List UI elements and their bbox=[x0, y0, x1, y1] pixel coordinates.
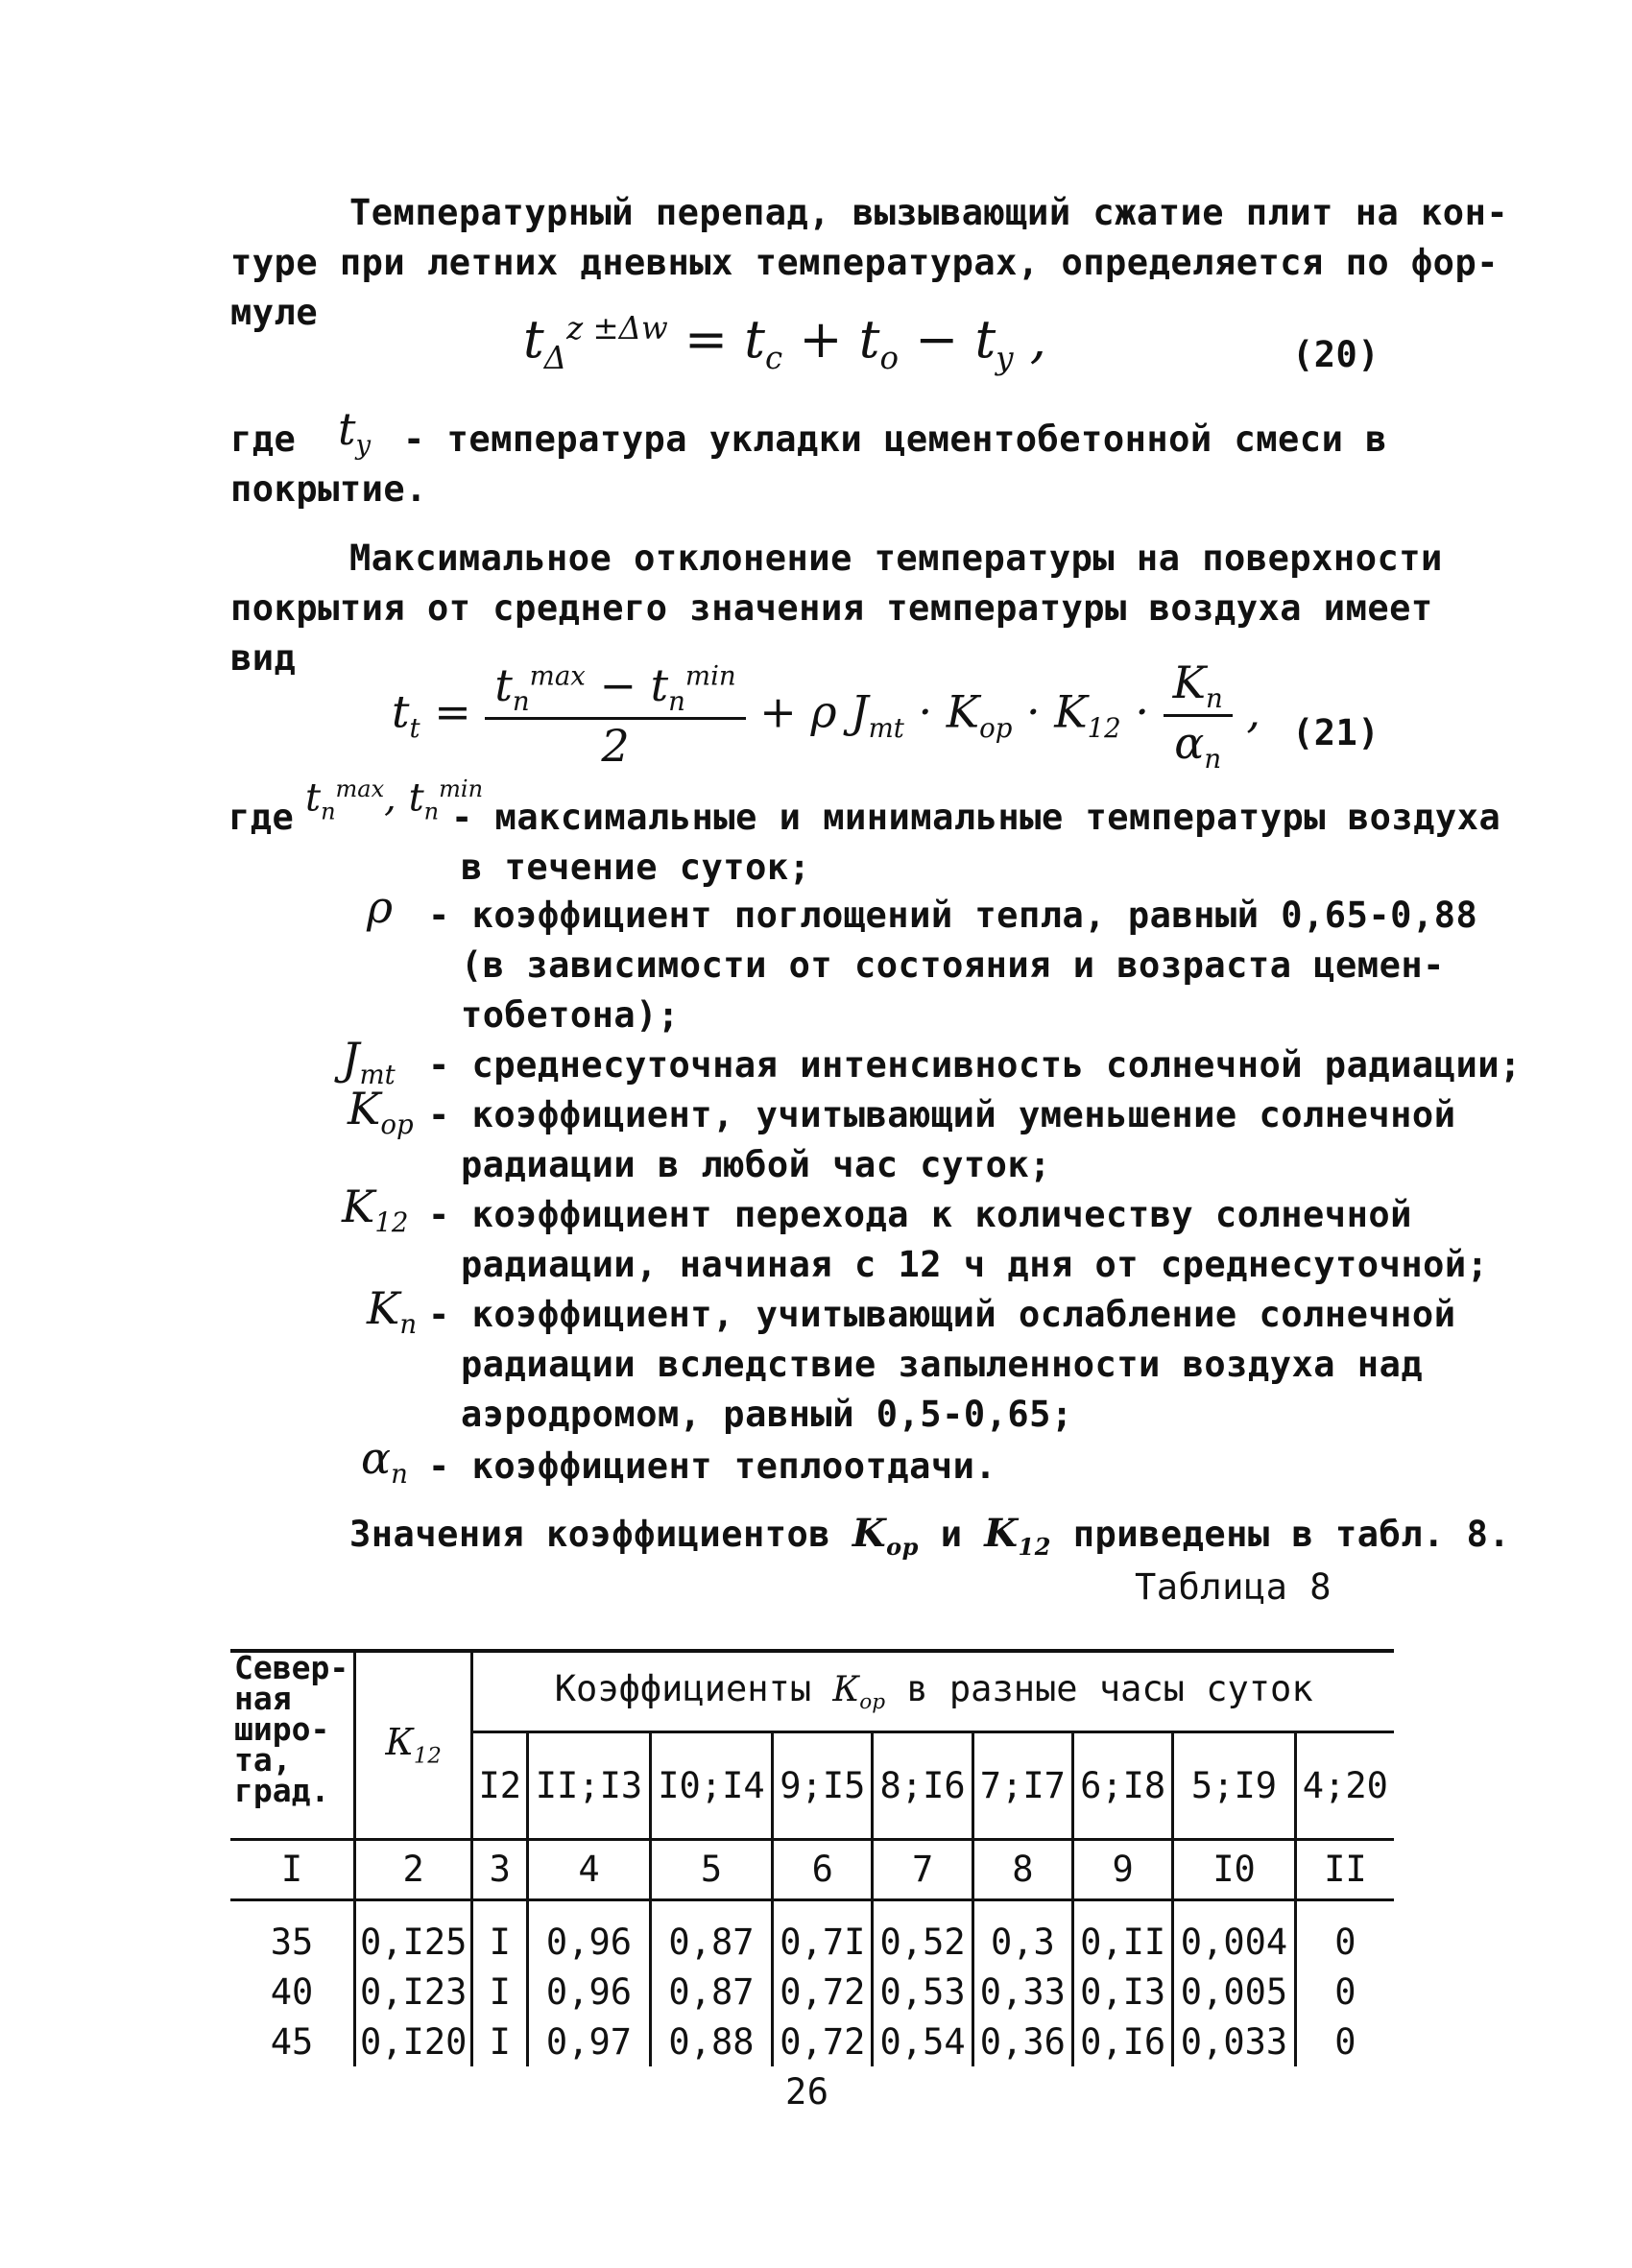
table-cell: 0,52 bbox=[873, 1917, 972, 1967]
col-number: II bbox=[1295, 1839, 1394, 1899]
table-row bbox=[230, 2017, 1394, 2066]
kn-symbol: $K_n$ bbox=[367, 1282, 418, 1341]
table-cell: 0,97 bbox=[528, 2017, 650, 2066]
table-cell: 0,I25 bbox=[355, 1917, 472, 1967]
hour-col-5: I0;I4 bbox=[650, 1731, 772, 1839]
values-line: Значения коэффициентов $K_{op}$ и $K_{12}$ приведены в табл. 8. bbox=[349, 1511, 1511, 1561]
def-kn-3: аэродромом, равный 0,5-0,65; bbox=[461, 1394, 1073, 1435]
table-cell: 0,96 bbox=[528, 1917, 650, 1967]
table-cell: 0,I3 bbox=[1072, 1967, 1172, 2017]
def-kop-2: радиации в любой час суток; bbox=[461, 1144, 1051, 1185]
hour-col-6: 9;I5 bbox=[773, 1731, 873, 1839]
table-cell: 35 bbox=[270, 1921, 314, 1963]
formula-20: $t_\Delta^{z \pm\Delta w} = t_c + t_o - t_y$ , bbox=[523, 309, 1046, 376]
formula-21: $t_t$ = $\frac{t_n^{max} - t_n^{min}}{2}$ + ρ $J_{mt} \cdot K_{op} \cdot K_{12}$ · $\frac{K_n}{\alpha_n}$ , bbox=[392, 657, 1261, 776]
def-rho-1: - коэффициент поглощений тепла, равный 0,65-0,88 bbox=[428, 895, 1478, 936]
col-number: 6 bbox=[773, 1839, 873, 1899]
an-symbol: $\alpha_n$ bbox=[361, 1432, 408, 1491]
table-cell: 0,005 bbox=[1173, 1967, 1295, 2017]
table-cell: 0,87 bbox=[650, 1967, 772, 2017]
hour-col-7: 8;I6 bbox=[873, 1731, 972, 1839]
table-cell: 40 bbox=[270, 1970, 314, 2013]
table-row bbox=[230, 1967, 1394, 2017]
table-cell: 0,72 bbox=[773, 1967, 873, 2017]
col-number: I0 bbox=[1173, 1839, 1295, 1899]
table-row bbox=[230, 1917, 1394, 1967]
col-number: 4 bbox=[528, 1839, 650, 1899]
where1-prefix: где bbox=[230, 418, 297, 460]
para1-line3: муле bbox=[230, 292, 319, 333]
formula-20-number: (20) bbox=[1292, 334, 1380, 375]
where1-text2: покрытие. bbox=[230, 468, 427, 510]
tn-symbol: $t_n^{max}$, $t_n^{min}$ bbox=[305, 776, 484, 825]
para2-line3: вид bbox=[230, 637, 297, 679]
def-an-1: - коэффициент теплоотдачи. bbox=[428, 1445, 997, 1487]
table-cell: 0,004 bbox=[1173, 1917, 1295, 1967]
header-k12: $К_{12}$ bbox=[355, 1651, 472, 1839]
table-cell: 0 bbox=[1295, 2017, 1394, 2066]
def-kn-2: радиации вследствие запыленности воздуха над bbox=[461, 1344, 1424, 1385]
def-jmt-1: - среднесуточная интенсивность солнечной радиации; bbox=[428, 1044, 1522, 1086]
table-cell: I bbox=[472, 1967, 528, 2017]
col-number: 8 bbox=[972, 1839, 1072, 1899]
column-number-row bbox=[230, 1839, 1394, 1899]
hour-col-3: I2 bbox=[478, 1764, 522, 1806]
hour-col-4: II;I3 bbox=[528, 1731, 650, 1839]
table-cell: 0,96 bbox=[528, 1967, 650, 2017]
para2-line2: покрытия от среднего значения температуры воздуха имеет bbox=[230, 587, 1433, 629]
hour-col-10: 5;I9 bbox=[1173, 1731, 1295, 1839]
table-cell: 0,53 bbox=[873, 1967, 972, 2017]
ty-symbol: $t_y$ bbox=[338, 403, 372, 462]
def-tn-1: - максимальные и минимальные температуры воздуха bbox=[451, 797, 1501, 838]
col-number: 5 bbox=[650, 1839, 772, 1899]
hour-col-8: 7;I7 bbox=[972, 1731, 1072, 1839]
jmt-symbol: $J_{mt}$ bbox=[342, 1033, 396, 1091]
col-number: 3 bbox=[472, 1839, 528, 1899]
table-cell: 0,54 bbox=[873, 2017, 972, 2066]
table-cell: 0,I23 bbox=[355, 1967, 472, 2017]
hour-col-9: 6;I8 bbox=[1072, 1731, 1172, 1839]
col-number: 7 bbox=[873, 1839, 972, 1899]
def-kn-1: - коэффициент, учитывающий ослабление солнечной bbox=[428, 1294, 1456, 1335]
def-k12-1: - коэффициент перехода к количеству солнечной bbox=[428, 1194, 1412, 1235]
kop-symbol: $K_{op}$ bbox=[348, 1083, 414, 1141]
table-cell: 0,36 bbox=[972, 2017, 1072, 2066]
k12-symbol: $K_{12}$ bbox=[342, 1181, 409, 1239]
def-k12-2: радиации, начиная с 12 ч дня от среднесуточной; bbox=[461, 1244, 1489, 1285]
table-cell: 0,88 bbox=[650, 2017, 772, 2066]
table-cell: 0,7I bbox=[773, 1917, 873, 1967]
def-tn-2: в течение суток; bbox=[461, 847, 811, 888]
table-cell: 0,72 bbox=[773, 2017, 873, 2066]
rho-symbol: ρ bbox=[367, 881, 394, 933]
hour-col-11: 4;20 bbox=[1295, 1731, 1394, 1839]
table-cell: I bbox=[472, 2017, 528, 2066]
para2-line1: Максимальное отклонение температуры на поверхности bbox=[349, 537, 1443, 579]
table-cell: 0,3 bbox=[972, 1917, 1072, 1967]
header-latitude: Север- ная широ- та, град. bbox=[230, 1651, 355, 1839]
table-cell: 0 bbox=[1295, 1917, 1394, 1967]
para1-line2: туре при летних дневных температурах, определяется по фор- bbox=[230, 242, 1500, 283]
table-cell: 0,I20 bbox=[355, 2017, 472, 2066]
header-group: Коэффициенты $К_{ор}$ в разные часы суток bbox=[472, 1651, 1394, 1731]
table-cell: 0,87 bbox=[650, 1917, 772, 1967]
table-caption: Таблица 8 bbox=[1135, 1566, 1332, 1608]
formula-21-number: (21) bbox=[1292, 712, 1380, 753]
def-rho-3: тобетона); bbox=[461, 994, 680, 1036]
definitions-prefix: где bbox=[228, 797, 295, 838]
para1-line1: Температурный перепад, вызывающий сжатие плит на кон- bbox=[349, 192, 1509, 233]
table-cell: 0 bbox=[1295, 1967, 1394, 2017]
col-number: 9 bbox=[1072, 1839, 1172, 1899]
col-number: 2 bbox=[355, 1839, 472, 1899]
table-cell: 0,I6 bbox=[1072, 2017, 1172, 2066]
def-kop-1: - коэффициент, учитывающий уменьшение солнечной bbox=[428, 1094, 1456, 1135]
table-cell: 0,33 bbox=[972, 1967, 1072, 2017]
table-8 bbox=[230, 1649, 1394, 2066]
where1-text1: - температура укладки цементобетонной смеси в bbox=[403, 418, 1387, 460]
table-cell: 0,033 bbox=[1173, 2017, 1295, 2066]
page-number: 26 bbox=[785, 2071, 829, 2113]
table-cell: 0,II bbox=[1072, 1917, 1172, 1967]
table-cell: 45 bbox=[270, 2020, 314, 2063]
table-cell: I bbox=[472, 1917, 528, 1967]
col-number: I bbox=[230, 1839, 355, 1899]
def-rho-2: (в зависимости от состояния и возраста цемен- bbox=[461, 944, 1445, 986]
